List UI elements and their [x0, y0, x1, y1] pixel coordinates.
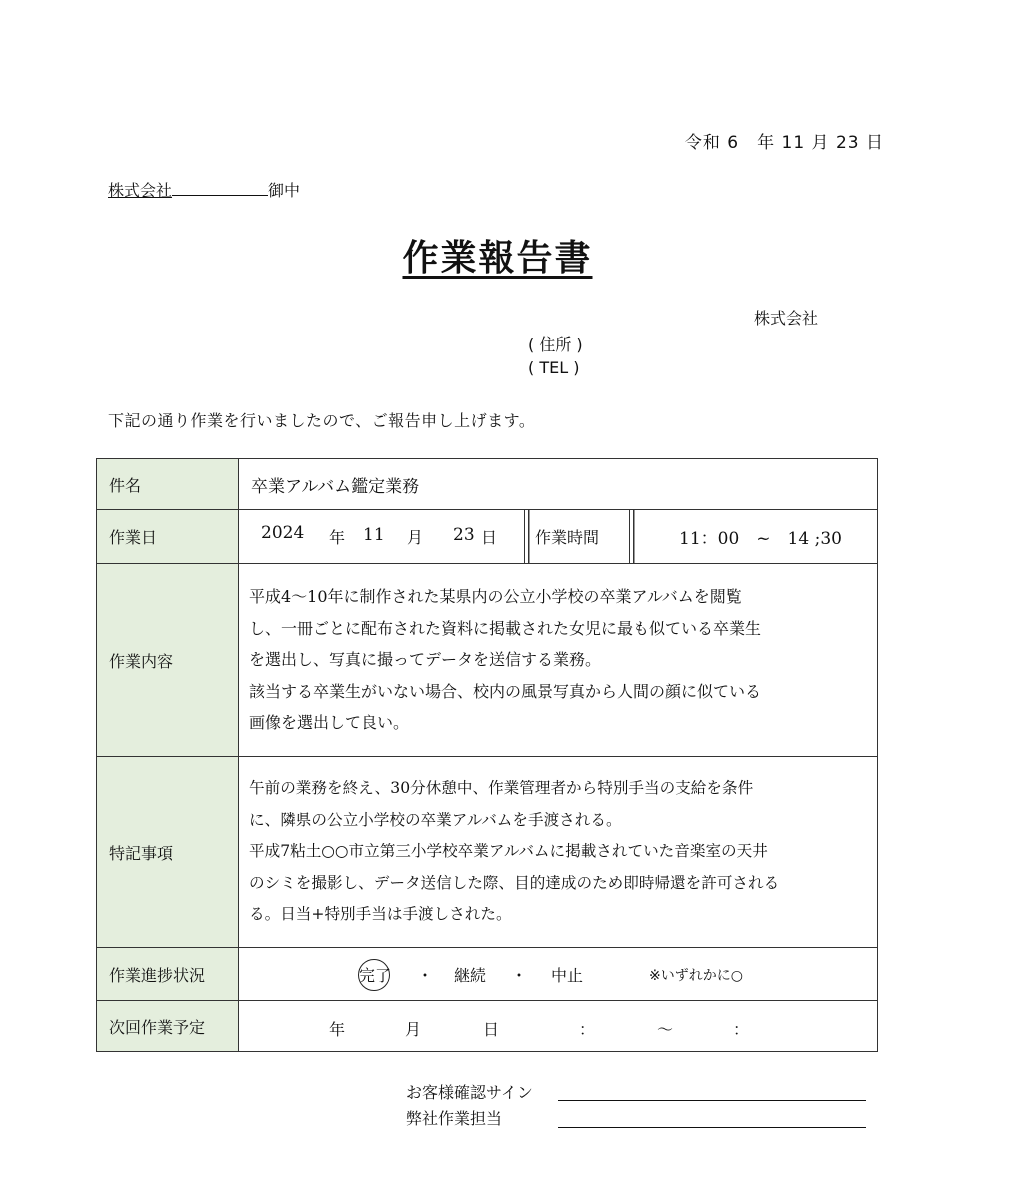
progress-option-continue[interactable]: 継続	[454, 966, 487, 985]
progress-note: ※いずれかに○	[649, 968, 743, 984]
content-line: 平成4〜10年に制作された某県内の公立小学校の卒業アルバムを閲覧	[249, 587, 742, 607]
next-tilde: ～	[657, 1020, 674, 1039]
progress-separator: ・	[511, 966, 528, 985]
subject-value: 卒業アルバム鑑定業務	[239, 459, 878, 510]
next-colon: ：	[579, 1020, 596, 1039]
table-row	[97, 510, 878, 564]
sender-company: 株式会社	[754, 309, 819, 328]
table-row	[97, 1001, 878, 1052]
customer-signature-label: お客様確認サイン	[406, 1083, 533, 1102]
next-month-unit: 月	[405, 1020, 422, 1039]
addressee-blank-line	[172, 181, 268, 196]
table-row	[97, 757, 878, 948]
notes-line: のシミを撮影し、データ送信した際、目的達成のため即時帰還を許可される	[249, 873, 780, 892]
notes-label: 特記事項	[97, 757, 239, 948]
content-line: を選出し、写真に撮ってデータを送信する業務。	[249, 650, 602, 670]
next-colon: ：	[733, 1020, 750, 1039]
work-year: 2024	[261, 523, 305, 543]
notes-line: る。日当+特別手当は手渡しされた。	[249, 905, 512, 924]
work-day: 23	[453, 525, 475, 545]
sender-tel: ( TEL )	[528, 358, 580, 377]
table-row	[97, 459, 878, 510]
progress-value	[239, 948, 878, 1001]
report-date: 令和 6 年 11 月 23 日	[684, 133, 884, 153]
notes-line: に、隣県の公立小学校の卒業アルバムを手渡される。	[249, 810, 622, 829]
content-line: 該当する卒業生がいない場合、校内の風景写真から人間の顔に似ている	[249, 681, 762, 701]
work-date-value	[239, 510, 525, 564]
notes-line: 午前の業務を終え、30分休憩中、作業管理者から特別手当の支給を条件	[249, 779, 754, 798]
work-date-label: 作業日	[97, 510, 239, 564]
document-title: 作業報告書	[402, 238, 593, 279]
staff-signature-line[interactable]	[558, 1127, 866, 1128]
content-line: 画像を選出して良い。	[249, 713, 410, 733]
addressee-suffix: 御中	[268, 181, 301, 200]
work-month: 11	[363, 525, 385, 545]
work-time-value: 11：00 ~ 14 ;30	[630, 510, 878, 564]
work-day-unit: 日	[481, 528, 498, 547]
staff-signature-label: 弊社作業担当	[406, 1109, 503, 1128]
next-day-unit: 日	[483, 1020, 500, 1039]
customer-signature-line[interactable]	[558, 1100, 866, 1101]
next-year-unit: 年	[329, 1020, 346, 1039]
report-table	[96, 458, 878, 1052]
next-label: 次回作業予定	[97, 1001, 239, 1052]
content-label: 作業内容	[97, 564, 239, 757]
work-month-unit: 月	[407, 528, 424, 547]
addressee	[108, 178, 300, 201]
progress-label: 作業進捗状況	[97, 948, 239, 1001]
content-line: し、一冊ごとに配布された資料に掲載された女児に最も似ている卒業生	[249, 618, 762, 638]
table-row	[97, 948, 878, 1001]
table-row	[97, 564, 878, 757]
notes-line: 平成7粘土○○市立第三小学校卒業アルバムに掲載されていた音楽室の天井	[249, 842, 768, 861]
intro-text: 下記の通り作業を行いましたので、ご報告申し上げます。	[108, 411, 536, 430]
progress-option-cancel[interactable]: 中止	[551, 966, 584, 985]
notes-value	[239, 757, 878, 948]
content-value	[239, 564, 878, 757]
work-year-unit: 年	[329, 528, 346, 547]
progress-separator: ・	[417, 966, 434, 985]
sender-address: ( 住所 )	[528, 335, 583, 354]
addressee-company: 株式会社	[108, 181, 173, 200]
progress-option-complete[interactable]: 完了	[359, 966, 392, 985]
subject-label: 件名	[97, 459, 239, 510]
work-time-label: 作業時間	[525, 510, 630, 564]
next-value	[239, 1001, 878, 1052]
